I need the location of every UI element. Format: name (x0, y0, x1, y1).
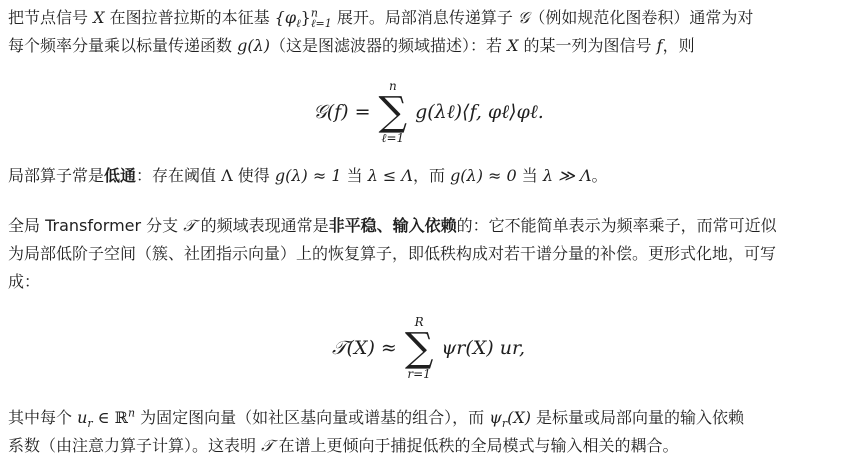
math-symbol: f (656, 36, 663, 55)
paragraph-line (8, 162, 853, 190)
text-run: ：存在阈值 (136, 166, 222, 185)
paragraph-line (8, 212, 853, 240)
bold-term: 低通 (104, 166, 137, 185)
equation-lhs: 𝒢(f) = (313, 101, 371, 123)
math-symbol: 𝒯 (261, 436, 274, 455)
math-coefficient (489, 408, 531, 431)
paragraph-global-transformer (8, 212, 853, 296)
math-subscript: r (501, 417, 508, 431)
math-membership (93, 408, 135, 427)
paragraph-line: 成： (8, 272, 41, 291)
math-symbol: } (300, 8, 311, 27)
paragraph-line (8, 432, 853, 460)
text-run: 。 (591, 166, 608, 185)
math-expression: g(λ) ≈ 0 (450, 166, 517, 185)
summation-lower-limit: r=1 (407, 367, 431, 381)
math-symbol: {φ (274, 8, 297, 27)
math-symbol: X (507, 36, 519, 55)
math-symbol: ψ (489, 408, 502, 427)
summation (379, 80, 408, 144)
math-subscript: ℓ=1 (310, 17, 332, 31)
text-run: （这是图滤波器的频域描述）：若 (269, 36, 508, 55)
paragraph-line (8, 32, 853, 60)
text-run: 为固定图向量（如社区基向量或谱基的组合），而 (135, 408, 490, 427)
summation-lower-limit: ℓ=1 (381, 131, 405, 145)
math-symbol: 𝒯 (183, 216, 196, 235)
text-run: 全局 Transformer 分支 (8, 216, 184, 235)
text-run: 系数（由注意力算子计算）。这表明 (8, 436, 262, 455)
math-symbol: 𝒢 (517, 8, 530, 27)
summation-symbol: ∑ (378, 89, 408, 135)
text-run: 当 (516, 166, 543, 185)
bold-term: 非平稳、输入依赖 (328, 216, 457, 235)
math-expression: g(λ) (237, 36, 270, 55)
summation (405, 316, 434, 380)
paragraph-low-pass (8, 162, 853, 190)
text-run: （例如规范化图卷积）通常为对 (529, 8, 754, 27)
text-run: 使得 (232, 166, 275, 185)
summation-upper-limit: n (388, 79, 397, 93)
text-run: ，则 (662, 36, 695, 55)
math-symbol: u (77, 408, 88, 427)
text-run: 其中每个 (8, 408, 78, 427)
math-expression: λ ≫ Λ (542, 166, 592, 185)
math-expression: g(λ) ≈ 1 (274, 166, 342, 185)
paragraph-line: 为局部低阶子空间（簇、社团指示向量）上的恢复算子，即低秩构成对若干谱分量的补偿。更形式化地，可写 (8, 244, 777, 263)
math-subscript: ℓ (296, 17, 301, 31)
summation-symbol: ∑ (404, 325, 434, 371)
text-run: 在图拉普拉斯的本征基 (104, 8, 275, 27)
math-basis (274, 6, 332, 31)
text-run: 的频域表现通常是 (195, 216, 329, 235)
text-run: ，而 (412, 166, 451, 185)
equation-lhs: 𝒯(X) ≈ (331, 337, 397, 359)
math-expression: λ ≤ Λ (367, 166, 413, 185)
text-run: 的某一列为图信号 (518, 36, 657, 55)
text-run: 在谱上更倾向于捕捉低秩的全局模式与输入相关的耦合。 (273, 436, 679, 455)
paragraph-line (8, 404, 853, 432)
math-symbol: X (93, 8, 105, 27)
equation-transformer-lowrank (0, 316, 857, 380)
text-run: 的：它不能简单表示为频率乘子，而常可近似 (456, 216, 777, 235)
text-run: 当 (341, 166, 368, 185)
math-symbol: (X) (507, 408, 531, 427)
math-subscript: r (87, 417, 93, 431)
text-run: 是标量或局部向量的输入依赖 (530, 408, 745, 427)
math-symbol: Λ (221, 166, 233, 185)
paragraph-interpretation (8, 404, 853, 460)
equation-local-operator (0, 80, 857, 144)
summation-upper-limit: R (414, 315, 424, 329)
equation-rhs: ψr(X) ur, (441, 337, 526, 359)
paragraph-line (8, 4, 853, 32)
text-run: 局部算子常是 (8, 166, 105, 185)
math-superscript: n (127, 406, 136, 420)
equation-rhs: g(λℓ)⟨f, φℓ⟩φℓ. (415, 100, 544, 123)
text-run: 把节点信号 (8, 8, 94, 27)
paragraph-spectral-expansion (8, 4, 853, 60)
text-run: 展开。局部消息传递算子 (331, 8, 518, 27)
text-run: 每个频率分量乘以标量传递函数 (8, 36, 238, 55)
math-superscript: n (310, 6, 318, 20)
math-symbol: ∈ ℝ (92, 408, 128, 427)
math-vector (77, 408, 93, 431)
